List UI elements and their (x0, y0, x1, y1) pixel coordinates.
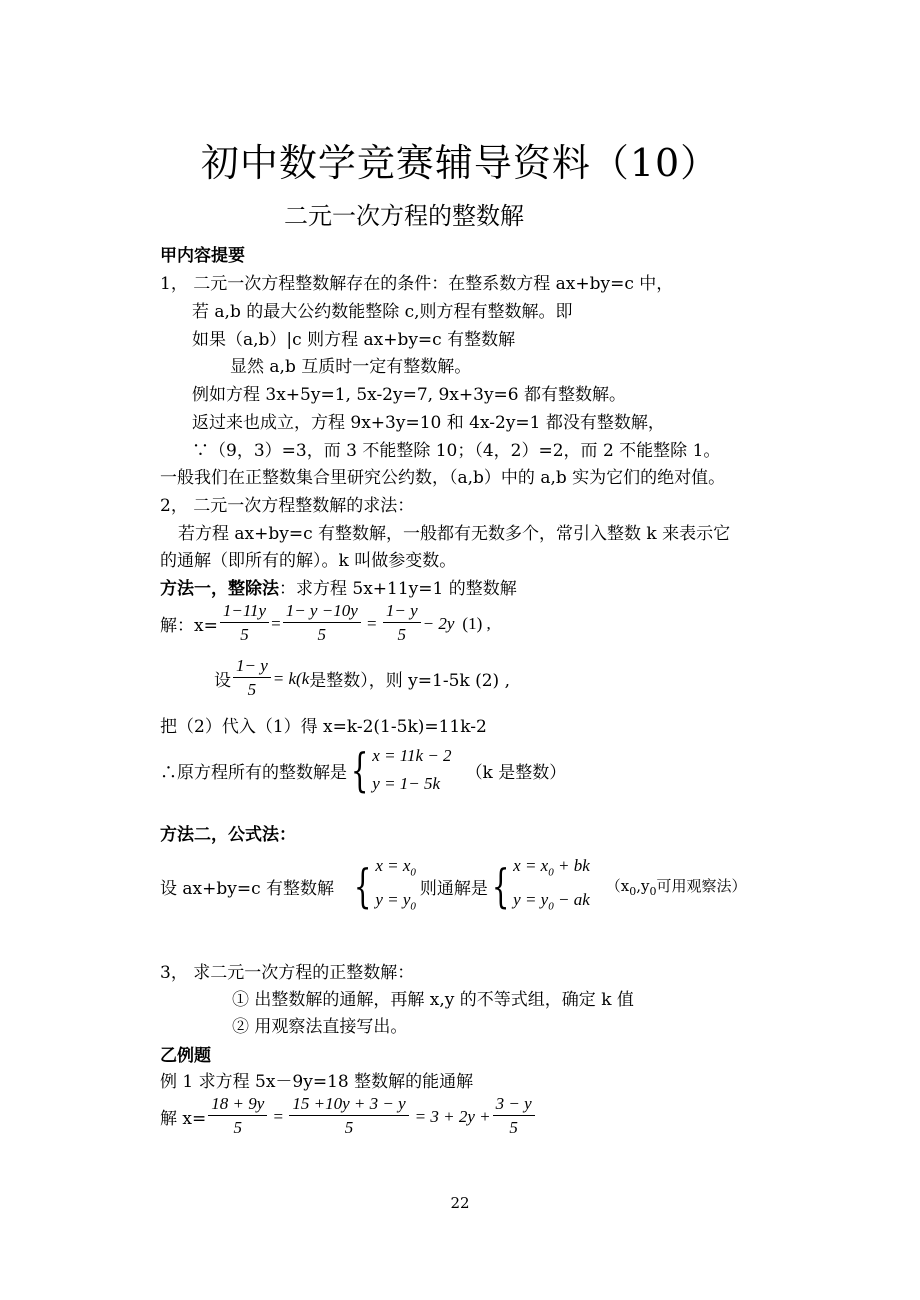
text-line: 显然 a,b 互质时一定有整数解。 (230, 357, 472, 377)
method1-text: ：求方程 5x+11y=1 的整数解 (279, 579, 517, 599)
m2-note: （$x_0,y_0$可用观察法） (605, 876, 747, 898)
set-prefix: 设 (214, 671, 231, 691)
left-brace: { (353, 859, 372, 914)
therefore-text: ∴原方程所有的整数解是 (160, 762, 347, 783)
left-brace: { (350, 743, 369, 797)
set-equation (214, 655, 510, 702)
page-subtitle: 二元一次方程的整数解 (284, 202, 524, 230)
solution-equation: 解：x= $\frac{1-11y}{5}$ = $\frac{1- y -10y}{5}$ = $\frac{1- y}{5}$ − 2y (1) , (160, 600, 491, 647)
fraction: $\frac{1- y -10y}{5}$ (283, 600, 361, 647)
method2-label: 方法二，公式法： (160, 825, 296, 845)
fraction: $\frac{3 - y}{5}$ (493, 1093, 535, 1140)
text-line: 返过来也成立，方程 9x+3y=10 和 4x-2y=1 都没有整数解， (192, 413, 665, 433)
text-line: 例如方程 3x+5y=1, 5x-2y=7, 9x+3y=6 都有整数解。 (192, 385, 627, 405)
m2-prefix: 设 ax+by=c 有整数解 (160, 878, 335, 899)
list-item: ② 用观察法直接写出。 (232, 1017, 408, 1037)
k-note: （k 是整数） (465, 762, 567, 783)
equation-system: $x = x_0$ + bk $y = y_0$ − ak (513, 856, 590, 913)
set-rest: 是整数），则 y=1-5k (2) , (309, 671, 510, 691)
method2-formula (160, 852, 746, 921)
text-line: 若 a,b 的最大公约数能整除 c,则方程有整数解。即 (192, 302, 573, 322)
section-a-heading: 甲内容提要 (160, 246, 245, 266)
text-line: 3， 求二元一次方程的正整数解： (160, 963, 415, 983)
list-item: ① 出整数解的通解，再解 x,y 的不等式组，确定 k 值 (232, 990, 634, 1010)
section-b-heading: 乙例题 (160, 1046, 211, 1066)
page-number: 22 (450, 1194, 470, 1212)
page-title: 初中数学竞赛辅导资料（10） (200, 141, 720, 185)
e3-mid: = 3 + 2y + (414, 1106, 491, 1126)
fraction: $\frac{1- y}{5}$ (233, 655, 271, 702)
text-line: 若方程 ax+by=c 有整数解，一般都有无数多个，常引入整数 k 来表示它 (178, 524, 731, 544)
text-line: 1， 二元一次方程整数解存在的条件：在整系数方程 ax+by=c 中， (160, 274, 674, 294)
solution-system (160, 742, 566, 798)
fraction: $\frac{1-11y}{5}$ (220, 600, 269, 647)
text-line: 2， 二元一次方程整数解的求法： (160, 496, 415, 516)
example-1: 例 1 求方程 5x－9y=18 整数解的能通解 (160, 1072, 474, 1092)
left-brace: { (491, 859, 510, 914)
m2-mid: 则通解是 (419, 878, 488, 899)
fraction: $\frac{1- y}{5}$ (383, 600, 421, 647)
fraction: $\frac{15 +10y + 3 - y}{5}$ (289, 1093, 408, 1140)
text-line: 一般我们在正整数集合里研究公约数，（a,b）中的 a,b 实为它们的绝对值。 (160, 468, 726, 488)
text-line: 把（2）代入（1）得 x=k-2(1-5k)=11k-2 (160, 717, 487, 737)
equation-system: $x = x_0$ $y = y_0$ (375, 856, 416, 913)
text-line: 的通解（即所有的解）。k 叫做参变数。 (160, 551, 457, 571)
equation-mark: (1) , (462, 613, 491, 633)
method1-label: 方法一，整除法 (160, 579, 279, 599)
k-var: k (301, 668, 310, 688)
text-line: ∵（9，3）=3，而 3 不能整除 10；（4，2）=2，而 2 不能整除 1。 (192, 441, 721, 461)
fraction: $\frac{18 + 9y}{5}$ (208, 1093, 267, 1140)
sol-prefix: 解：x= (160, 616, 218, 636)
set-eq: = k( (272, 668, 302, 688)
text-line: 如果（a,b）|c 则方程 ax+by=c 有整数解 (192, 330, 516, 350)
sol-tail: − 2y (422, 613, 455, 633)
equation-system: x = 11k − 2 y = 1− 5k (372, 746, 452, 793)
ex1-prefix: 解 x= (160, 1109, 207, 1129)
example-equation: 解 x= $\frac{18 + 9y}{5}$ = $\frac{15 +10y + 3 - y}{5}$ = 3 + 2y + $\frac{3 - y}{5}$ (160, 1093, 537, 1140)
method1-line (160, 574, 517, 599)
